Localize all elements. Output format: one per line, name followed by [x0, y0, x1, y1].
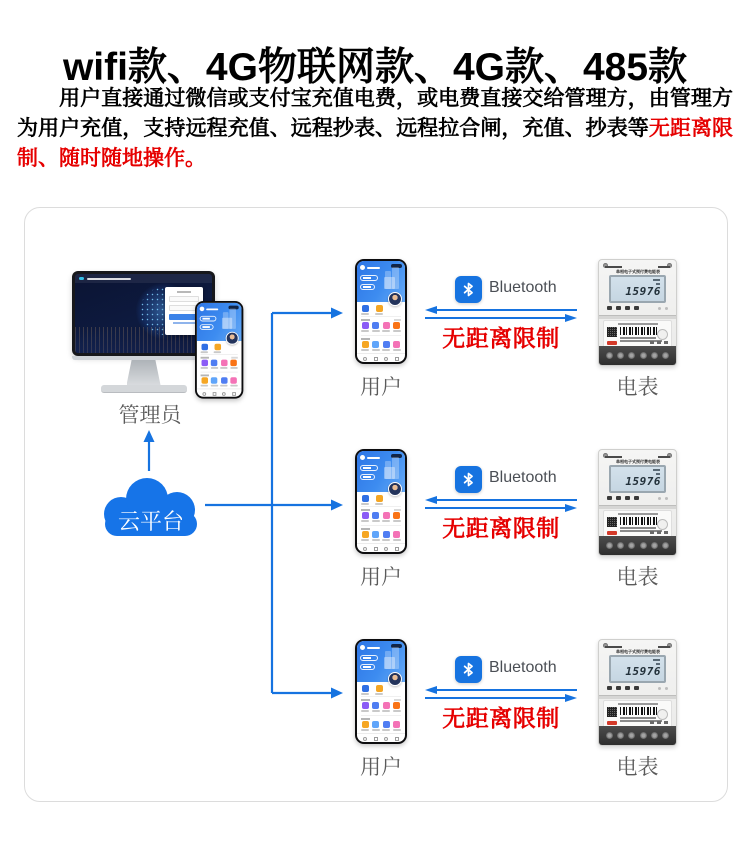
- app-icon: [376, 685, 383, 692]
- section-header-placeholder: [361, 696, 401, 701]
- nav-icon: [395, 357, 399, 361]
- app-icon: [362, 531, 369, 538]
- app-icon: [383, 531, 390, 538]
- bluetooth-glyph: [460, 660, 477, 679]
- app-shortcut: [361, 322, 369, 332]
- qr-code: [607, 327, 617, 337]
- meter-reading: 15976: [625, 475, 661, 488]
- app-icon: [383, 721, 390, 728]
- meter-nameplate: [603, 510, 672, 539]
- app-icon-row: [361, 702, 401, 712]
- bluetooth-icon: [455, 656, 482, 683]
- meter-title: 单相电子式预付费电能表: [615, 649, 660, 654]
- nav-icon: [374, 547, 378, 551]
- meter-spec-text-placeholder: [605, 646, 670, 648]
- bluetooth-glyph: [460, 280, 477, 299]
- app-icon: [383, 702, 390, 709]
- phone-app-header: [357, 641, 405, 682]
- header-button-placeholder: [360, 474, 375, 480]
- meter-buttons: [607, 686, 668, 690]
- app-icon-row: [361, 685, 383, 695]
- app-shortcut: [361, 341, 369, 351]
- app-icon: [362, 685, 369, 692]
- nav-icon: [363, 737, 367, 741]
- brand-logo: [607, 721, 617, 725]
- app-icon: [362, 702, 369, 709]
- app-shortcut: [393, 721, 401, 731]
- app-shortcut: [361, 305, 369, 315]
- meter-label: 电表: [616, 376, 659, 399]
- app-icon-row: [361, 341, 401, 351]
- meter-spec-text-placeholder: [605, 456, 670, 458]
- seal-button: [657, 519, 668, 530]
- user-phone: [355, 639, 407, 744]
- meter-slot: [598, 259, 677, 366]
- meter-spec-text-placeholder: [605, 266, 670, 268]
- app-icon: [393, 322, 400, 329]
- nav-icon: [363, 547, 367, 551]
- app-shortcut: [393, 702, 401, 712]
- app-icon: [362, 721, 369, 728]
- app-shortcut: [361, 495, 369, 505]
- header-button-placeholder: [360, 275, 378, 281]
- meter-reading: 15976: [625, 665, 661, 678]
- meter-buttons: [607, 496, 668, 500]
- username-placeholder: [367, 267, 380, 269]
- page-title: wifi款、4G物联网款、4G款、485款: [62, 46, 688, 90]
- intro-highlight-red: 无距离限制、随时随地操作。: [17, 117, 734, 170]
- app-shortcut: [382, 512, 390, 522]
- app-shortcut: [382, 341, 390, 351]
- phone-screen: [357, 261, 405, 362]
- app-shortcut: [393, 322, 401, 332]
- bluetooth-icon: [455, 466, 482, 493]
- app-shortcut: [372, 531, 380, 541]
- bluetooth-label: Bluetooth: [489, 659, 557, 676]
- meter-slot: [598, 639, 677, 746]
- app-icon: [383, 341, 390, 348]
- user-icon: [360, 455, 365, 460]
- app-shortcut: [393, 531, 401, 541]
- terminal-block: [599, 346, 676, 365]
- no-distance-limit-label: 无距离限制: [442, 705, 560, 731]
- app-icon-row: [361, 305, 383, 315]
- intro-paragraph: [17, 84, 733, 174]
- meter-buttons: [607, 306, 668, 310]
- app-shortcut: [375, 495, 383, 505]
- admin-label: 管理员: [118, 404, 182, 427]
- app-shortcut: [375, 305, 383, 315]
- bottom-nav-bar: [357, 543, 405, 552]
- app-icon-row: [361, 531, 401, 541]
- qr-code: [607, 707, 617, 717]
- app-shortcut: [382, 721, 390, 731]
- app-icon-row: [361, 322, 401, 332]
- meter-slot: [598, 449, 677, 556]
- nav-icon: [374, 357, 378, 361]
- meter-title: 单相电子式预付费电能表: [615, 459, 660, 464]
- seal-button: [657, 329, 668, 340]
- meter-reading: 15976: [625, 285, 661, 298]
- meter-nameplate: [603, 320, 672, 349]
- app-icon: [393, 341, 400, 348]
- user-info-row: [360, 265, 380, 270]
- app-shortcut: [393, 512, 401, 522]
- phone-mockup: [355, 639, 407, 744]
- app-icon: [372, 531, 379, 538]
- app-shortcut: [372, 721, 380, 731]
- qr-code: [607, 517, 617, 527]
- section-header-placeholder: [361, 715, 401, 720]
- user-icon: [360, 265, 365, 270]
- terminal-ports: [650, 721, 668, 724]
- phone-app-header: [357, 451, 405, 492]
- header-button-placeholder: [360, 284, 375, 290]
- profile-avatar: [388, 672, 402, 686]
- app-shortcut: [375, 685, 383, 695]
- app-icon: [362, 305, 369, 312]
- bottom-nav-bar: [357, 733, 405, 742]
- phone-app-header: [357, 261, 405, 302]
- app-shortcut: [372, 322, 380, 332]
- app-icon: [393, 512, 400, 519]
- app-shortcut: [361, 531, 369, 541]
- app-icon-row: [361, 721, 401, 731]
- app-icon-row: [361, 512, 401, 522]
- bluetooth-label: Bluetooth: [489, 279, 557, 296]
- user-icon: [360, 645, 365, 650]
- bottom-nav-bar: [357, 353, 405, 362]
- profile-avatar: [388, 292, 402, 306]
- app-icon: [393, 721, 400, 728]
- app-shortcut: [361, 702, 369, 712]
- user-phone: [355, 449, 407, 554]
- section-header-placeholder: [361, 316, 401, 321]
- profile-avatar: [388, 482, 402, 496]
- app-icon: [372, 322, 379, 329]
- app-icon: [372, 702, 379, 709]
- user-label: 用户: [360, 376, 402, 399]
- app-shortcut: [393, 341, 401, 351]
- phone-mockup: [355, 259, 407, 364]
- building-illustration: [384, 467, 395, 479]
- intro-text: 用户直接通过微信或支付宝充值电费，或电费直接交给管理方，由管理方为用户充值，支持远程充值、远程抄表、远程拉合闸，充值、抄表等: [17, 87, 733, 140]
- meter-lcd: [609, 655, 666, 683]
- meter-label: 电表: [616, 566, 659, 589]
- building-illustration: [384, 657, 395, 669]
- user-label: 用户: [360, 756, 402, 779]
- section-header-placeholder: [361, 525, 401, 530]
- nav-icon: [384, 547, 388, 551]
- app-icon: [393, 531, 400, 538]
- app-icon: [362, 512, 369, 519]
- nav-icon: [395, 737, 399, 741]
- section-header-placeholder: [361, 335, 401, 340]
- meter-lcd: [609, 275, 666, 303]
- header-button-placeholder: [360, 664, 375, 670]
- phone-screen: [357, 451, 405, 552]
- user-label: 用户: [360, 566, 402, 589]
- app-icon: [376, 495, 383, 502]
- app-icon: [376, 305, 383, 312]
- connection-row: [25, 449, 727, 589]
- app-icon: [372, 721, 379, 728]
- user-info-row: [360, 645, 380, 650]
- terminal-ports: [650, 531, 668, 534]
- seal-button: [657, 709, 668, 720]
- meter-nameplate: [603, 700, 672, 729]
- connection-row: [25, 639, 727, 779]
- phone-mockup: [355, 449, 407, 554]
- nav-icon: [384, 357, 388, 361]
- meter-title: 单相电子式预付费电能表: [615, 269, 660, 274]
- connection-row: [25, 259, 727, 399]
- app-shortcut: [382, 702, 390, 712]
- energy-meter: [598, 259, 677, 366]
- nav-icon: [384, 737, 388, 741]
- app-shortcut: [382, 531, 390, 541]
- energy-meter: [598, 639, 677, 746]
- user-phone: [355, 259, 407, 364]
- app-shortcut: [382, 322, 390, 332]
- app-icon: [372, 512, 379, 519]
- app-shortcut: [372, 702, 380, 712]
- app-icon: [383, 322, 390, 329]
- barcode: [620, 517, 657, 525]
- header-button-placeholder: [360, 655, 378, 661]
- cloud-label: 云平台: [117, 509, 184, 534]
- building-illustration: [384, 277, 395, 289]
- bluetooth-label: Bluetooth: [489, 469, 557, 486]
- nav-icon: [374, 737, 378, 741]
- meter-lcd: [609, 465, 666, 493]
- app-icon: [383, 512, 390, 519]
- header-button-placeholder: [360, 465, 378, 471]
- phone-screen: [357, 641, 405, 742]
- app-shortcut: [361, 512, 369, 522]
- app-icon: [362, 341, 369, 348]
- brand-logo: [607, 341, 617, 345]
- app-shortcut: [361, 685, 369, 695]
- app-icon: [362, 495, 369, 502]
- nav-icon: [363, 357, 367, 361]
- barcode: [620, 707, 657, 715]
- terminal-ports: [650, 341, 668, 344]
- app-icon: [393, 702, 400, 709]
- meter-groove: [599, 695, 676, 699]
- username-placeholder: [367, 647, 380, 649]
- no-distance-limit-label: 无距离限制: [442, 325, 560, 351]
- bluetooth-icon: [455, 276, 482, 303]
- app-shortcut: [372, 512, 380, 522]
- meter-groove: [599, 505, 676, 509]
- terminal-block: [599, 536, 676, 555]
- meter-groove: [599, 315, 676, 319]
- app-icon: [372, 341, 379, 348]
- app-shortcut: [372, 341, 380, 351]
- topology-diagram: [24, 207, 728, 802]
- app-icon: [362, 322, 369, 329]
- meter-label: 电表: [616, 756, 659, 779]
- app-shortcut: [361, 721, 369, 731]
- username-placeholder: [367, 457, 380, 459]
- brand-logo: [607, 531, 617, 535]
- no-distance-limit-label: 无距离限制: [442, 515, 560, 541]
- user-info-row: [360, 455, 380, 460]
- bluetooth-glyph: [460, 470, 477, 489]
- app-icon-row: [361, 495, 383, 505]
- barcode: [620, 327, 657, 335]
- nav-icon: [395, 547, 399, 551]
- section-header-placeholder: [361, 506, 401, 511]
- terminal-block: [599, 726, 676, 745]
- energy-meter: [598, 449, 677, 556]
